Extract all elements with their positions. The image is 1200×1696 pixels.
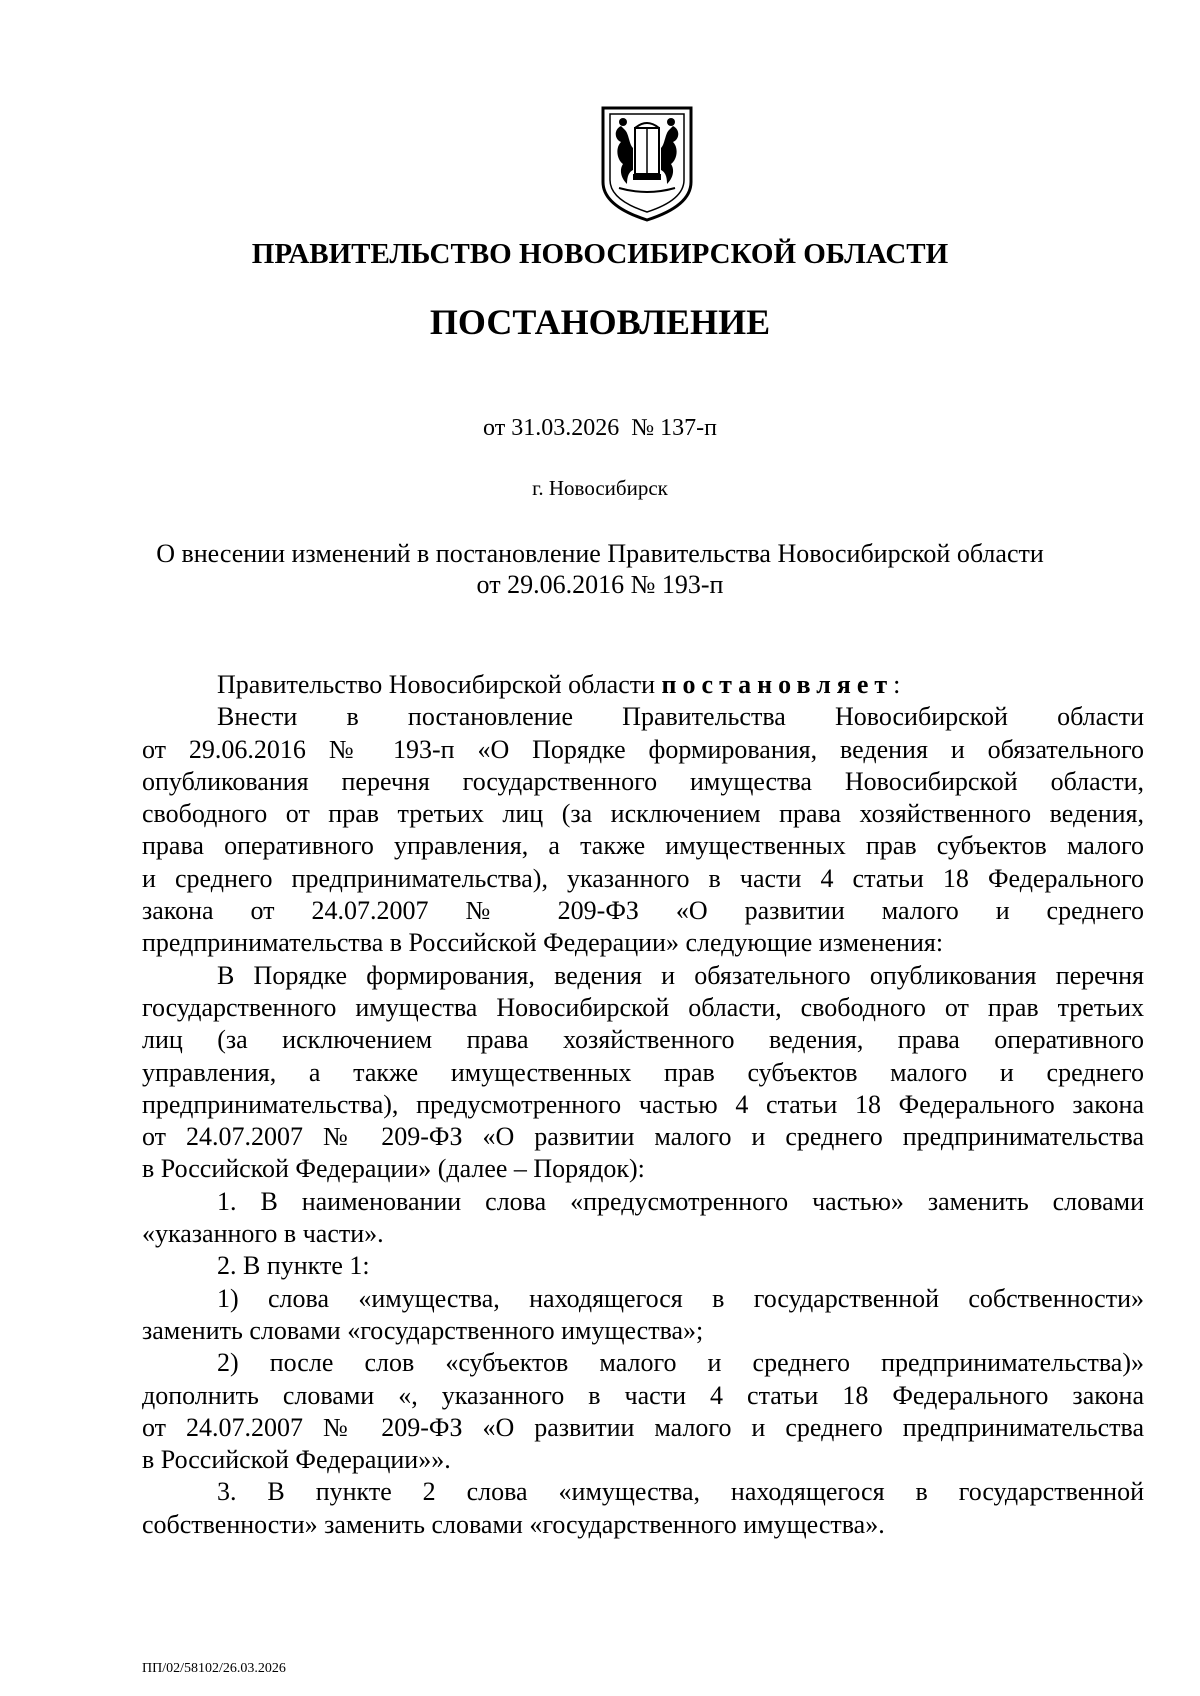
document-registration-code: ПП/02/58102/26.03.2026	[142, 1661, 286, 1676]
body-line: собственности» заменить словами «государственного имущества».	[142, 1509, 885, 1539]
organization-title: ПРАВИТЕЛЬСТВО НОВОСИБИРСКОЙ ОБЛАСТИ	[251, 238, 949, 270]
body-line: государственного имущества Новосибирской области, свободного от прав третьих	[142, 992, 1144, 1022]
body-line: дополнить словами «, указанного в части 4 статьи 18 Федерального закона	[142, 1380, 1144, 1410]
intro-resolves: постановляет	[661, 670, 894, 699]
body-line: 2) после слов «субъектов малого и среднего предпринимательства)»	[217, 1348, 1144, 1378]
intro-prefix: Правительство Новосибирской области	[217, 670, 662, 699]
body-line: права оперативного управления, а также имущественных прав субъектов малого	[142, 831, 1144, 861]
body-line: 3. В пункте 2 слова «имущества, находящегося в государственной	[217, 1477, 1144, 1507]
coat-of-arms-icon	[599, 104, 695, 224]
body-line: заменить словами «государственного имущества»;	[142, 1315, 704, 1345]
body-line: 2. В пункте 1:	[217, 1251, 370, 1281]
body-line: «указанного в части».	[142, 1219, 384, 1249]
body-line: опубликования перечня государственного имущества Новосибирской области,	[142, 766, 1144, 796]
body-line: свободного от прав третьих лиц (за исключением права хозяйственного ведения,	[142, 799, 1144, 829]
intro-line	[142, 669, 1144, 701]
body-line: лиц (за исключением права хозяйственного ведения, права оперативного	[142, 1025, 1144, 1055]
body-line: от 24.07.2007 № 209-ФЗ «О развитии малого и среднего предпринимательства	[142, 1122, 1144, 1152]
body-line: предпринимательства), предусмотренного частью 4 статьи 18 Федерального закона	[142, 1089, 1144, 1119]
body-line: от 29.06.2016 № 193-п «О Порядке формирования, ведения и обязательного	[142, 734, 1144, 764]
document-type-title: ПОСТАНОВЛЕНИЕ	[429, 302, 771, 342]
body-line: в Российской Федерации»».	[142, 1445, 451, 1475]
document-subject	[0, 538, 1200, 600]
body-line: Внести в постановление Правительства Новосибирской области	[217, 702, 1144, 732]
body-line: от 24.07.2007 № 209-ФЗ «О развитии малого и среднего предпринимательства	[142, 1412, 1144, 1442]
body-line: предпринимательства в Российской Федерации» следующие изменения:	[142, 928, 944, 958]
subject-line: от 29.06.2016 № 193-п	[476, 570, 724, 599]
body-line: и среднего предпринимательства), указанного в части 4 статьи 18 Федерального	[142, 863, 1144, 893]
intro-suffix: :	[893, 670, 901, 699]
document-date-number: от 31.03.2026 № 137-п	[483, 415, 717, 441]
body-line: в Российской Федерации» (далее – Порядок):	[142, 1154, 645, 1184]
subject-line: О внесении изменений в постановление Правительства Новосибирской области	[156, 539, 1044, 568]
document-body	[142, 669, 1144, 1541]
body-line: закона от 24.07.2007 № 209-ФЗ «О развитии малого и среднего	[142, 896, 1144, 926]
body-line: В Порядке формирования, ведения и обязательного опубликования перечня	[217, 960, 1144, 990]
body-line: 1) слова «имущества, находящегося в государственной собственности»	[217, 1283, 1144, 1313]
body-line: 1. В наименовании слова «предусмотренного частью» заменить словами	[217, 1186, 1144, 1216]
document-city: г. Новосибирск	[532, 476, 668, 500]
body-line: управления, а также имущественных прав субъектов малого и среднего	[142, 1057, 1144, 1087]
